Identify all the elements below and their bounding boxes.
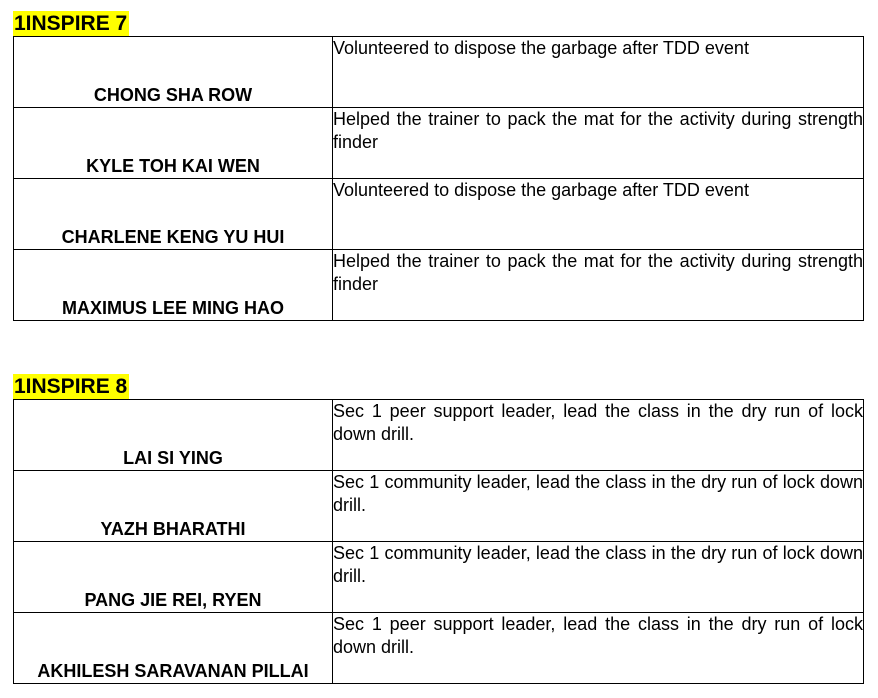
- section-title: 1INSPIRE 7: [14, 12, 128, 35]
- student-name: KYLE TOH KAI WEN: [14, 108, 333, 179]
- awards-table: [13, 399, 864, 684]
- class-section-1inspire-7: [13, 11, 864, 321]
- table-row: [14, 613, 864, 684]
- table-row: [14, 179, 864, 250]
- achievement-description: Sec 1 peer support leader, lead the class in the dry run of lock down drill.: [333, 400, 864, 471]
- table-row: [14, 400, 864, 471]
- achievement-description: Helped the trainer to pack the mat for the activity during strength finder: [333, 250, 864, 321]
- awards-table: [13, 36, 864, 321]
- achievement-description: Sec 1 community leader, lead the class in the dry run of lock down drill.: [333, 471, 864, 542]
- student-name: CHONG SHA ROW: [14, 37, 333, 108]
- student-name: PANG JIE REI, RYEN: [14, 542, 333, 613]
- achievement-description: Volunteered to dispose the garbage after TDD event: [333, 179, 864, 250]
- student-name: AKHILESH SARAVANAN PILLAI: [14, 613, 333, 684]
- achievement-description: Sec 1 community leader, lead the class in the dry run of lock down drill.: [333, 542, 864, 613]
- table-row: [14, 542, 864, 613]
- student-name: LAI SI YING: [14, 400, 333, 471]
- student-name: CHARLENE KENG YU HUI: [14, 179, 333, 250]
- achievement-description: Helped the trainer to pack the mat for the activity during strength finder: [333, 108, 864, 179]
- student-name: YAZH BHARATHI: [14, 471, 333, 542]
- table-row: [14, 471, 864, 542]
- achievement-description: Sec 1 peer support leader, lead the class in the dry run of lock down drill.: [333, 613, 864, 684]
- section-title: 1INSPIRE 8: [14, 375, 128, 398]
- table-row: [14, 37, 864, 108]
- table-row: [14, 250, 864, 321]
- achievement-description: Volunteered to dispose the garbage after TDD event: [333, 37, 864, 108]
- table-row: [14, 108, 864, 179]
- student-name: MAXIMUS LEE MING HAO: [14, 250, 333, 321]
- class-section-1inspire-8: [13, 374, 864, 684]
